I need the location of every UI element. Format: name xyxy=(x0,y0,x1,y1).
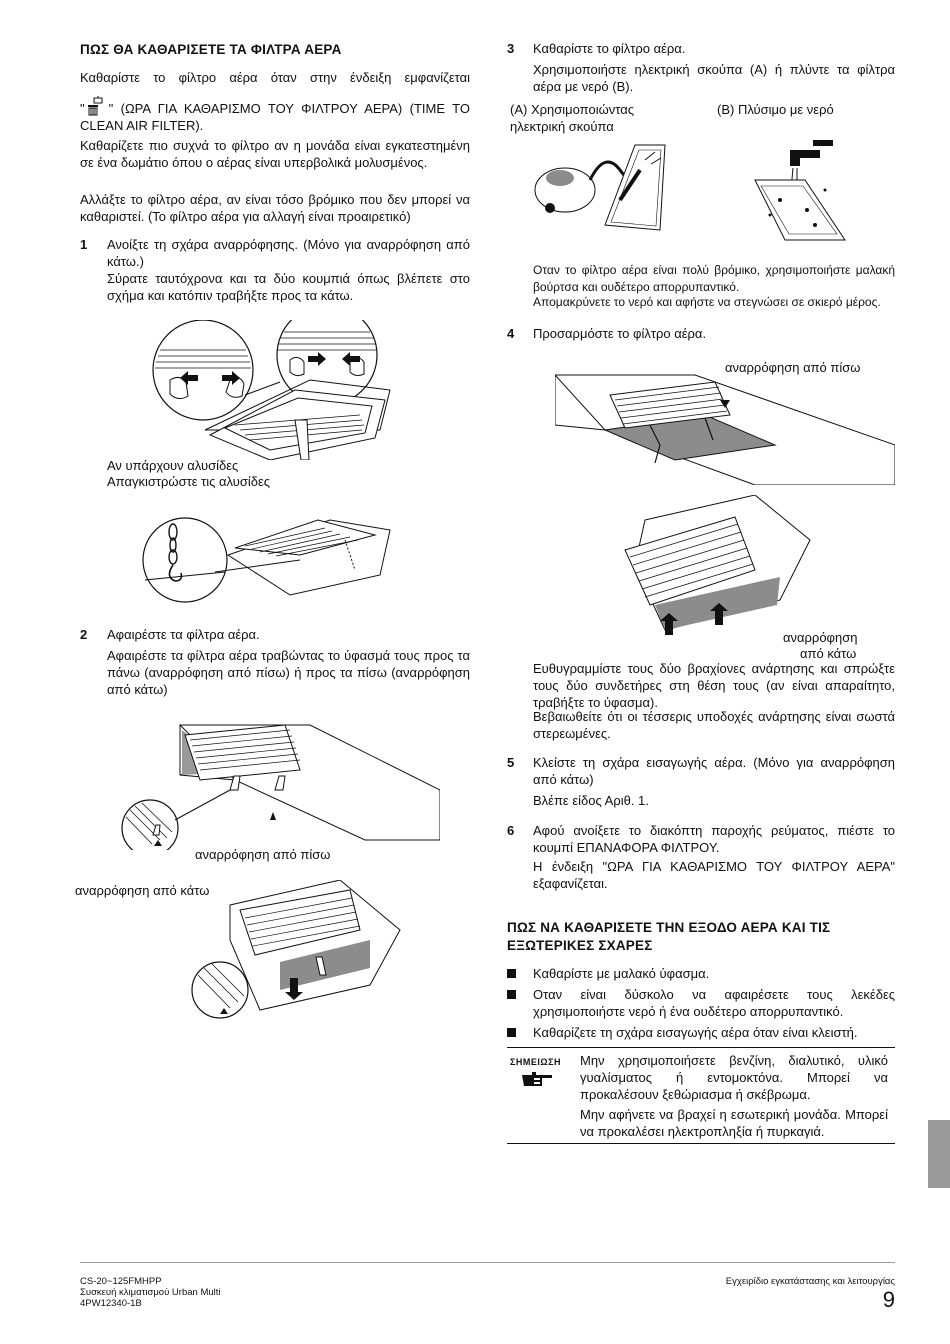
step-5-number: 5 xyxy=(507,755,515,770)
water-label: (B) Πλύσιμο με νερό xyxy=(717,102,834,117)
step-6-text-a: Αφού ανοίξετε το διακόπτη παροχής ρεύματος, πιέστε το κουμπί ΕΠΑΝΑΦΟΡΑ ΦΙΛΤΡΟΥ. xyxy=(533,823,895,855)
bullet-icon xyxy=(507,990,516,999)
step-4-text-b: Ευθυγραμμίστε τους δύο βραχίονες ανάρτησης και σπρώξτε τους δύο συνδετήρες στη θέση τους (αν είναι απαραίτητο, τραβήξτε το ύφασμα). xyxy=(533,661,895,710)
water-washing-illustration xyxy=(745,130,855,245)
step-1-text-b: Σύρατε ταυτόχρονα και τα δύο κουμπιά όπως βλέπετε στο σχήμα και κατόπιν τραβήξτε προς τα κάτω. xyxy=(107,271,470,303)
footer-model: CS-20~125FMHPP xyxy=(80,1276,162,1287)
note-text-1: Μην χρησιμοποιήσετε βενζίνη, διαλυτικό, υλικό γυαλίσματος ή εντομοκτόνα. Μπορεί να προκαλέσουν ξεθώριασμα ή σκέβρωμα. xyxy=(580,1053,888,1102)
intro-line-1: Καθαρίστε το φίλτρο αέρα όταν στην ένδειξη εμφανίζεται xyxy=(80,70,470,85)
rear-suction-removal-illustration xyxy=(120,720,440,850)
dirty-filter-note-2: Απομακρύνετε το νερό και αφήστε να στεγνώσει σε σκιερό μέρος. xyxy=(533,295,881,309)
step-6-number: 6 xyxy=(507,823,515,838)
footer-manual-title: Εγχειρίδιο εγκατάστασης και λειτουργίας xyxy=(725,1276,895,1287)
pointing-hand-icon xyxy=(520,1069,554,1093)
bullet-text: Καθαρίστε με μαλακό ύφασμα. xyxy=(533,966,710,981)
section-heading-outlet-l1: ΠΩΣ ΝΑ ΚΑΘΑΡΙΣΕΤΕ ΤΗΝ ΕΞΟΔΟ ΑΕΡΑ ΚΑΙ ΤΙΣ xyxy=(507,920,831,935)
step-5-text-a: Κλείστε τη σχάρα εισαγωγής αέρα. (Μόνο για αναρρόφηση από κάτω) xyxy=(533,755,895,787)
bullet-text: Οταν είναι δύσκολο να αφαιρέσετε τους λεκέδες χρησιμοποιήστε νερό ή ένα ουδέτερο απορρυπαντικό. xyxy=(533,987,895,1019)
chapter-tab xyxy=(928,1120,950,1188)
note-text-2: Μην αφήνετε να βραχεί η εσωτερική μονάδα. Μπορεί να προκαλέσει ηλεκτροπληξία ή πυρκαγιά. xyxy=(580,1107,888,1139)
bottom-suction-label-right-1: αναρρόφηση xyxy=(783,630,858,645)
list-item xyxy=(507,965,895,986)
bottom-suction-removal-illustration xyxy=(190,880,420,1020)
step-4-text-c: Βεβαιωθείτε ότι οι τέσσερις υποδοχές ανάρτησης είναι σωστά στερεωμένες. xyxy=(533,709,895,741)
section-heading-filters: ΠΩΣ ΘΑ ΚΑΘΑΡΙΣΕΤΕ ΤΑ ΦΙΛΤΡΑ ΑΕΡΑ xyxy=(80,42,342,57)
vacuum-label: (A) Χρησιμοποιώντας ηλεκτρική σκούπα xyxy=(510,102,634,134)
bullet-icon xyxy=(507,1028,516,1037)
intro-line-2: " (ΩΡΑ ΓΙΑ ΚΑΘΑΡΙΣΜΟ ΤΟΥ ΦΙΛΤΡΟΥ ΑΕΡΑ) (TIME TO CLEAN AIR FILTER). xyxy=(80,101,470,133)
list-item xyxy=(507,1024,895,1045)
cleaning-bullet-list xyxy=(507,965,895,1045)
step-2-text-b: Αφαιρέστε τα φίλτρα αέρα τραβώντας το ύφασμά τους προς τα πάνω (αναρρόφηση από πίσω) ή προς τα πίσω (αναρρόφηση από κάτω) xyxy=(107,648,470,697)
step-2-text-a: Αφαιρέστε τα φίλτρα αέρα. xyxy=(107,627,260,642)
step-3-number: 3 xyxy=(507,41,515,56)
bottom-suction-install-illustration xyxy=(605,495,815,640)
footer-product: Συσκευή κλιματισμού Urban Multi xyxy=(80,1287,221,1298)
rear-suction-label-left: αναρρόφηση από πίσω xyxy=(195,847,331,862)
note-divider-top xyxy=(507,1047,895,1048)
quote-open: " xyxy=(80,101,85,116)
intro-paragraph-1 xyxy=(80,69,470,134)
page-number: 9 xyxy=(882,1287,895,1312)
grille-open-illustration xyxy=(150,320,450,460)
chain-caption-1: Αν υπάρχουν αλυσίδες xyxy=(107,458,239,473)
dirty-filter-note-1: Οταν το φίλτρο αέρα είναι πολύ βρόμικο, χρησιμοποιήστε μαλακή βούρτσα και ουδέτερο απορρυπαντικό. xyxy=(533,263,895,294)
step-4-number: 4 xyxy=(507,326,515,341)
step-3-text-a: Καθαρίστε το φίλτρο αέρα. xyxy=(533,41,686,56)
note-label: ΣΗΜΕΙΩΣΗ xyxy=(510,1057,562,1067)
chain-caption-2: Απαγκιστρώστε τις αλυσίδες xyxy=(107,474,271,489)
step-1-number: 1 xyxy=(80,237,88,252)
bottom-suction-label-left: αναρρόφηση από κάτω xyxy=(75,883,210,898)
step-5-text-b: Βλέπε είδος Αριθ. 1. xyxy=(533,793,649,808)
step-6-text-b: Η ένδειξη "ΩΡΑ ΓΙΑ ΚΑΘΑΡΙΣΜΟ ΤΟΥ ΦΙΛΤΡΟΥ ΑΕΡΑ" εξαφανίζεται. xyxy=(533,859,895,891)
intro-paragraph-3: Αλλάξτε το φίλτρο αέρα, αν είναι τόσο βρόμικο που δεν μπορεί να καθαριστεί. (Το φίλτρο αέρα για αλλαγή είναι προαιρετικό) xyxy=(80,192,470,224)
step-1-text-a: Ανοίξτε τη σχάρα αναρρόφησης. (Μόνο για αναρρόφηση από κάτω.) xyxy=(107,237,470,269)
filter-sign-icon xyxy=(85,96,109,116)
bottom-suction-label-right-2: από κάτω xyxy=(800,646,857,661)
intro-paragraph-2: Καθαρίζετε πιο συχνά το φίλτρο αν η μονάδα είναι εγκατεστημένη σε ένα δωμάτιο όπου ο αέρας είναι υπερβολικά μολυσμένος. xyxy=(80,138,470,170)
bullet-icon xyxy=(507,969,516,978)
step-3-text-b: Χρησιμοποιήστε ηλεκτρική σκούπα (A) ή πλύντε τα φίλτρα αέρα με νερό (B). xyxy=(533,62,895,94)
vacuum-cleaning-illustration xyxy=(525,140,675,240)
section-heading-outlet-l2: ΕΞΩΤΕΡΙΚΕΣ ΣΧΑΡΕΣ xyxy=(507,938,653,953)
step-4-text-a: Προσαρμόστε το φίλτρο αέρα. xyxy=(533,326,707,341)
footer-rule xyxy=(80,1262,895,1263)
list-item xyxy=(507,986,895,1024)
step-2-number: 2 xyxy=(80,627,88,642)
footer-doc-code: 4PW12340-1B xyxy=(80,1298,142,1309)
rear-suction-label-right: αναρρόφηση από πίσω xyxy=(725,360,861,375)
chain-unhook-illustration xyxy=(140,500,440,615)
bullet-text: Καθαρίζετε τη σχάρα εισαγωγής αέρα όταν είναι κλειστή. xyxy=(533,1025,858,1040)
note-divider-bottom xyxy=(507,1143,895,1144)
rear-suction-install-illustration xyxy=(555,370,895,485)
